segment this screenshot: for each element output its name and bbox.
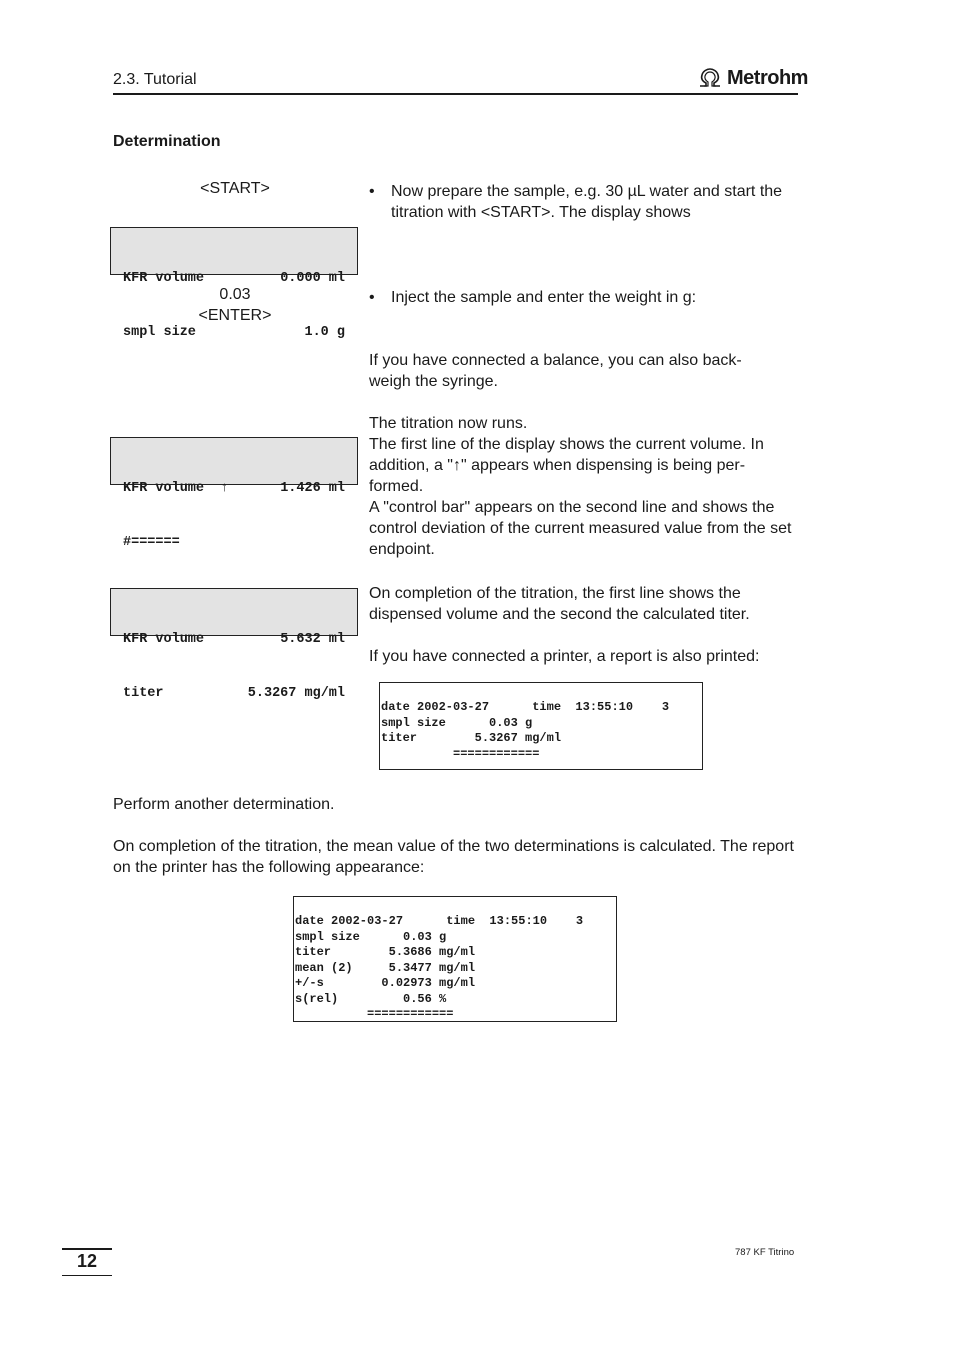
display-3-line1-value: 5.632 ml — [280, 632, 345, 647]
key-start: <START> — [200, 180, 270, 197]
section-title: 2.3. Tutorial — [113, 71, 197, 88]
para-runs-volume: The first line of the display shows the current volume. In addition, a "↑" appears when dispensing is being per-formed. — [369, 436, 764, 495]
bullet-icon: • — [369, 289, 375, 306]
dispensing-arrow-icon: ↑ — [220, 481, 229, 496]
bullet-inject-text: Inject the sample and enter the weight in g: — [391, 289, 697, 306]
para-balance: If you have connected a balance, you can also back-weigh the syringe. — [369, 352, 742, 390]
key-value: 0.03 — [219, 286, 251, 303]
display-2-line1-value: 1.426 ml — [280, 481, 345, 496]
product-name: 787 KF Titrino — [735, 1247, 795, 1258]
display-2-line1-label — [123, 480, 228, 498]
display-3-line2-label: titer — [123, 686, 164, 701]
bullet-icon: • — [369, 183, 375, 200]
header-rule — [113, 93, 798, 95]
display-1-line1-value: 0.000 ml — [280, 271, 345, 286]
metrohm-omega-icon — [697, 68, 723, 88]
para-printer: If you have connected a printer, a report is also printed: — [369, 648, 760, 665]
para-runs-control-bar: A "control bar" appears on the second line and shows the control deviation of the current measured value from the set endpoint. — [369, 499, 792, 558]
bullet-inject — [369, 287, 789, 308]
para-another: Perform another determination. — [113, 796, 335, 813]
page-number: 12 — [76, 1251, 98, 1271]
brand-name: Metrohm — [727, 66, 808, 89]
printer-report-1: date 2002-03-27 time 13:55:10 3 smpl size 0.03 g titer 5.3267 mg/ml ============ — [379, 682, 703, 770]
display-2 — [110, 437, 358, 550]
footer-rule — [62, 1248, 112, 1250]
brand-logo — [697, 66, 808, 90]
para-titration-runs — [369, 413, 794, 560]
key-enter: <ENTER> — [198, 307, 272, 324]
display-2-line1-text: KFR volume — [123, 481, 205, 496]
bullet-prepare — [369, 181, 789, 223]
para-completion: On completion of the titration, the first line shows the dispensed volume and the second the calculated titer. — [369, 585, 750, 623]
display-1-line1-label: KFR volume — [123, 271, 205, 286]
footer-rule-bottom — [62, 1275, 112, 1276]
page-heading: Determination — [113, 133, 221, 150]
display-1-line2-value: 1.0 g — [304, 325, 345, 340]
display-3-line2-value: 5.3267 mg/ml — [247, 686, 345, 701]
display-3-line1-label: KFR volume — [123, 632, 205, 647]
display-1-line2-label: smpl size — [123, 325, 196, 340]
printer-report-2: date 2002-03-27 time 13:55:10 3 smpl size 0.03 g titer 5.3686 mg/ml mean (2) 5.3477 mg/ml +/-s 0.02973 mg/ml s(rel) 0.56 % ============ — [293, 896, 617, 1022]
para-mean: On completion of the titration, the mean value of the two determinations is calculated. The report on the printer has the following appearance: — [113, 838, 794, 876]
display-2-control-bar: #====== — [123, 535, 180, 550]
display-3 — [110, 588, 358, 701]
bullet-prepare-text: Now prepare the sample, e.g. 30 µL water and start the titration with <START>. The display shows — [391, 183, 783, 221]
para-runs-line: The titration now runs. — [369, 415, 528, 432]
